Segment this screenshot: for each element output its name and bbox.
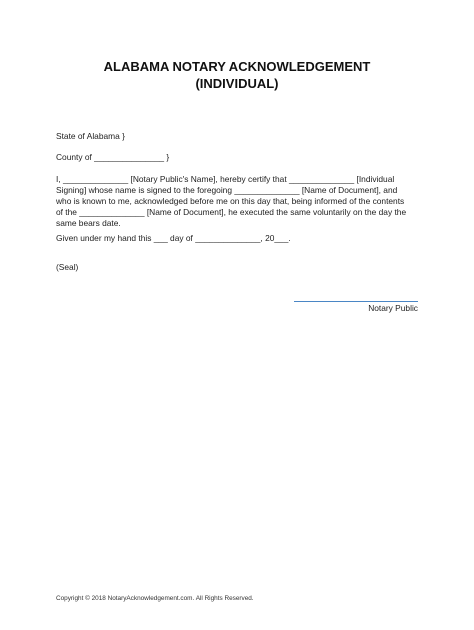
paragraph-line: of the ______________ [Name of Document], he executed the same voluntarily on the day the — [56, 207, 407, 217]
paragraph-line: same bears date. — [56, 218, 121, 228]
certification-paragraph — [56, 174, 426, 229]
paragraph-line: Signing] whose name is signed to the foregoing ______________ [Name of Document], and — [56, 185, 398, 195]
paragraph-line: who is known to me, acknowledged before me on this day that, being informed of the contents — [56, 196, 405, 206]
paragraph-line: I, ______________ [Notary Public's Name], hereby certify that ______________ [Individual — [56, 174, 395, 184]
notary-public-label: Notary Public — [368, 303, 418, 313]
state-line: State of Alabama } — [56, 131, 125, 141]
copyright-footer: Copyright © 2018 NotaryAcknowledgement.com. All Rights Reserved. — [56, 595, 254, 602]
seal-label: (Seal) — [56, 262, 79, 272]
document-subtitle: (INDIVIDUAL) — [195, 76, 279, 91]
county-line: County of _______________ } — [56, 152, 170, 162]
document-title: ALABAMA NOTARY ACKNOWLEDGEMENT — [103, 59, 371, 74]
signature-line — [294, 301, 418, 302]
given-under-hand-line: Given under my hand this ___ day of ______________, 20___. — [56, 233, 291, 243]
